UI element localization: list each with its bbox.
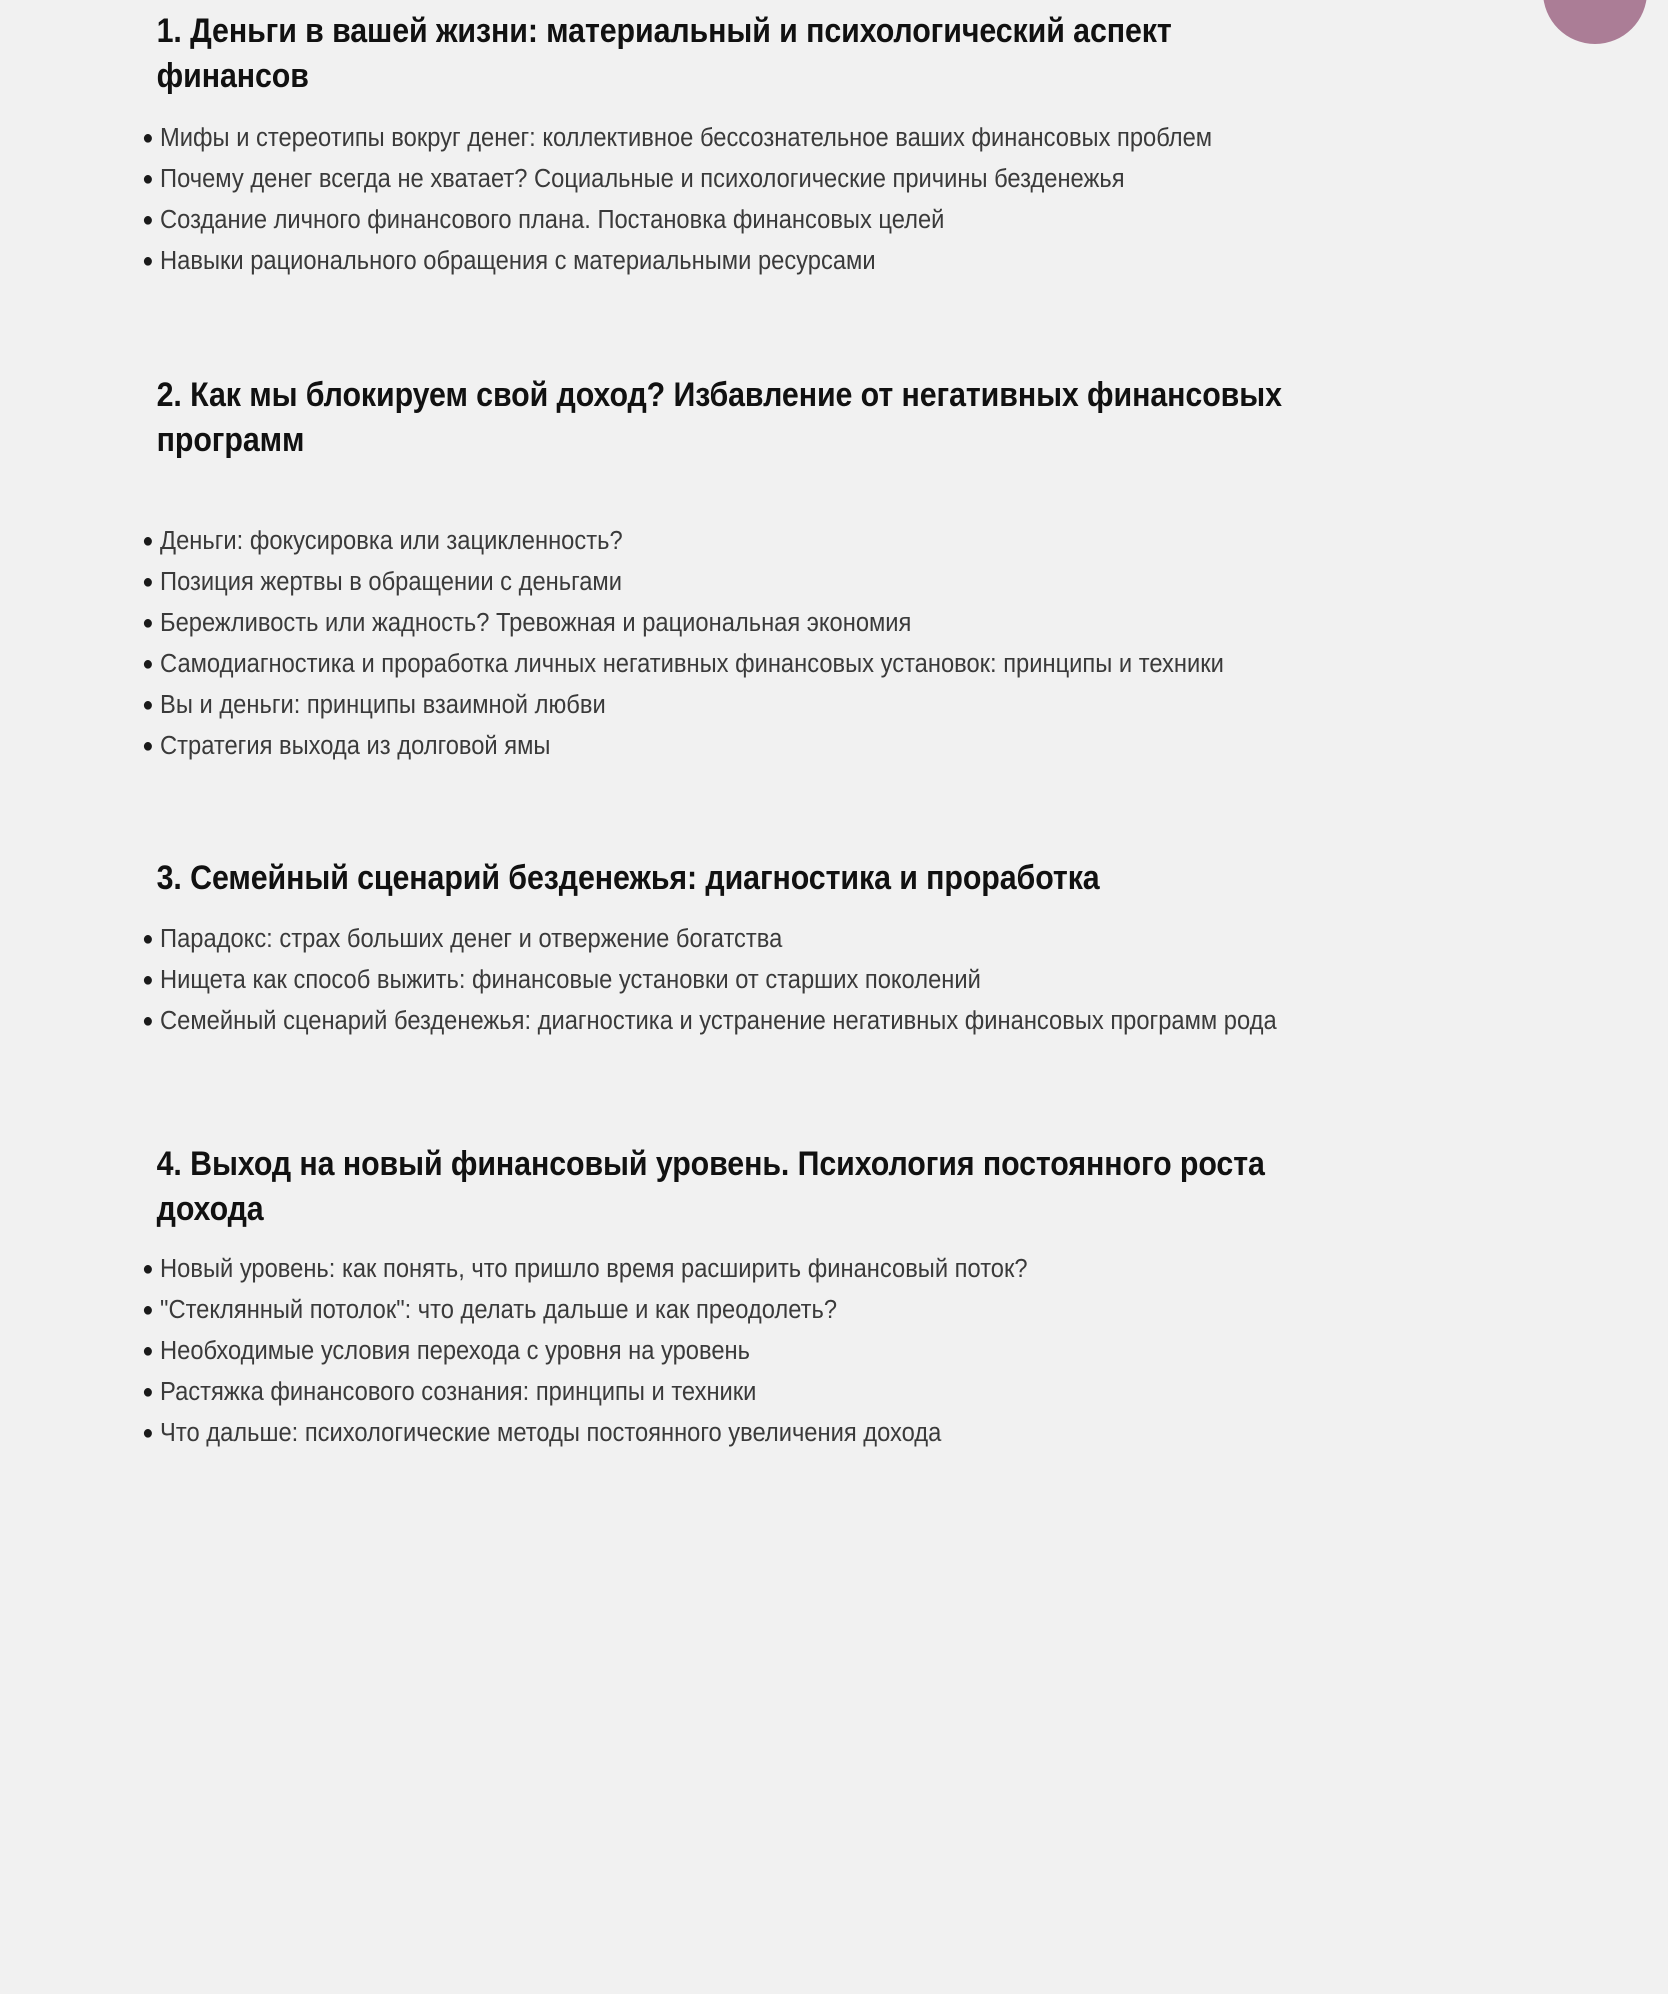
bullet-text: Деньги: фокусировка или зацикленность? [160, 527, 623, 555]
bullet-item [0, 1290, 1451, 1331]
bullet-dot-icon: ● [142, 1299, 154, 1321]
bullet-item [0, 603, 1451, 644]
bullet-item [0, 919, 1451, 960]
bullet-item [0, 1331, 1451, 1372]
bullet-text: Мифы и стереотипы вокруг денег: коллективное бессознательное ваших финансовых проблем [160, 124, 1213, 152]
bullet-dot-icon: ● [142, 653, 154, 675]
bullet-text: Нищета как способ выжить: финансовые установки от старших поколений [160, 966, 981, 994]
bullet-item [0, 1001, 1451, 1042]
bullet-item [0, 241, 1451, 282]
bullet-text: Растяжка финансового сознания: принципы и техники [160, 1378, 757, 1406]
bullet-item [0, 1413, 1451, 1454]
bullet-dot-icon: ● [142, 612, 154, 634]
course-section-3 [0, 767, 1668, 1042]
bullet-dot-icon: ● [142, 1422, 154, 1444]
bullet-text: Семейный сценарий безденежья: диагностика и устранение негативных финансовых программ рода [160, 1007, 1277, 1035]
bullet-item [0, 960, 1451, 1001]
bullet-text: Позиция жертвы в обращении с деньгами [160, 568, 622, 596]
section-heading-1: 1. Деньги в вашей жизни: материальный и психологический аспект финансов [156, 12, 1172, 95]
bullet-text: "Стеклянный потолок": что делать дальше и как преодолеть? [160, 1296, 838, 1324]
bullet-item [0, 521, 1451, 562]
section-heading-4: 4. Выход на новый финансовый уровень. Психология постоянного роста дохода [156, 1145, 1265, 1228]
bullet-dot-icon: ● [142, 1258, 154, 1280]
bullet-dot-icon: ● [142, 928, 154, 950]
bullet-dot-icon: ● [142, 530, 154, 552]
course-section-1 [0, 0, 1668, 282]
bullet-text: Самодиагностика и проработка личных негативных финансовых установок: принципы и техники [160, 650, 1224, 678]
bullet-item [0, 1372, 1451, 1413]
course-section-2 [0, 282, 1668, 767]
bullet-dot-icon: ● [142, 209, 154, 231]
bullet-text: Что дальше: психологические методы постоянного увеличения дохода [160, 1419, 942, 1447]
bullet-text: Бережливость или жадность? Тревожная и рациональная экономия [160, 609, 912, 637]
section-bullet-list-2 [0, 521, 1668, 767]
bullet-item [0, 159, 1451, 200]
bullet-dot-icon: ● [142, 694, 154, 716]
bullet-dot-icon: ● [142, 735, 154, 757]
bullet-dot-icon: ● [142, 571, 154, 593]
section-bullet-list-3 [0, 919, 1668, 1042]
section-bullet-list-4 [0, 1249, 1668, 1454]
bullet-text: Навыки рационального обращения с материальными ресурсами [160, 247, 876, 275]
bullet-item [0, 685, 1451, 726]
bullet-dot-icon: ● [142, 1381, 154, 1403]
bullet-text: Стратегия выхода из долговой ямы [160, 732, 551, 760]
bullet-item [0, 1249, 1451, 1290]
bullet-item [0, 118, 1451, 159]
bullet-text: Создание личного финансового плана. Постановка финансовых целей [160, 206, 945, 234]
section-heading-3: 3. Семейный сценарий безденежья: диагностика и проработка [156, 859, 1100, 897]
bullet-dot-icon: ● [142, 1340, 154, 1362]
bullet-text: Новый уровень: как понять, что пришло время расширить финансовый поток? [160, 1255, 1028, 1283]
bullet-dot-icon: ● [142, 969, 154, 991]
bullet-dot-icon: ● [142, 250, 154, 272]
bullet-text: Вы и деньги: принципы взаимной любви [160, 691, 606, 719]
bullet-dot-icon: ● [142, 168, 154, 190]
bullet-item [0, 562, 1451, 603]
bullet-item [0, 726, 1451, 767]
bullet-dot-icon: ● [142, 1010, 154, 1032]
bullet-item [0, 200, 1451, 241]
bullet-text: Почему денег всегда не хватает? Социальные и психологические причины безденежья [160, 165, 1125, 193]
bullet-item [0, 644, 1451, 685]
bullet-dot-icon: ● [142, 127, 154, 149]
section-heading-2: 2. Как мы блокируем свой доход? Избавление от негативных финансовых программ [156, 376, 1282, 459]
section-bullet-list-1 [0, 118, 1668, 282]
course-section-4 [0, 1042, 1668, 1454]
bullet-text: Парадокс: страх больших денег и отвержение богатства [160, 925, 783, 953]
bullet-text: Необходимые условия перехода с уровня на уровень [160, 1337, 750, 1365]
